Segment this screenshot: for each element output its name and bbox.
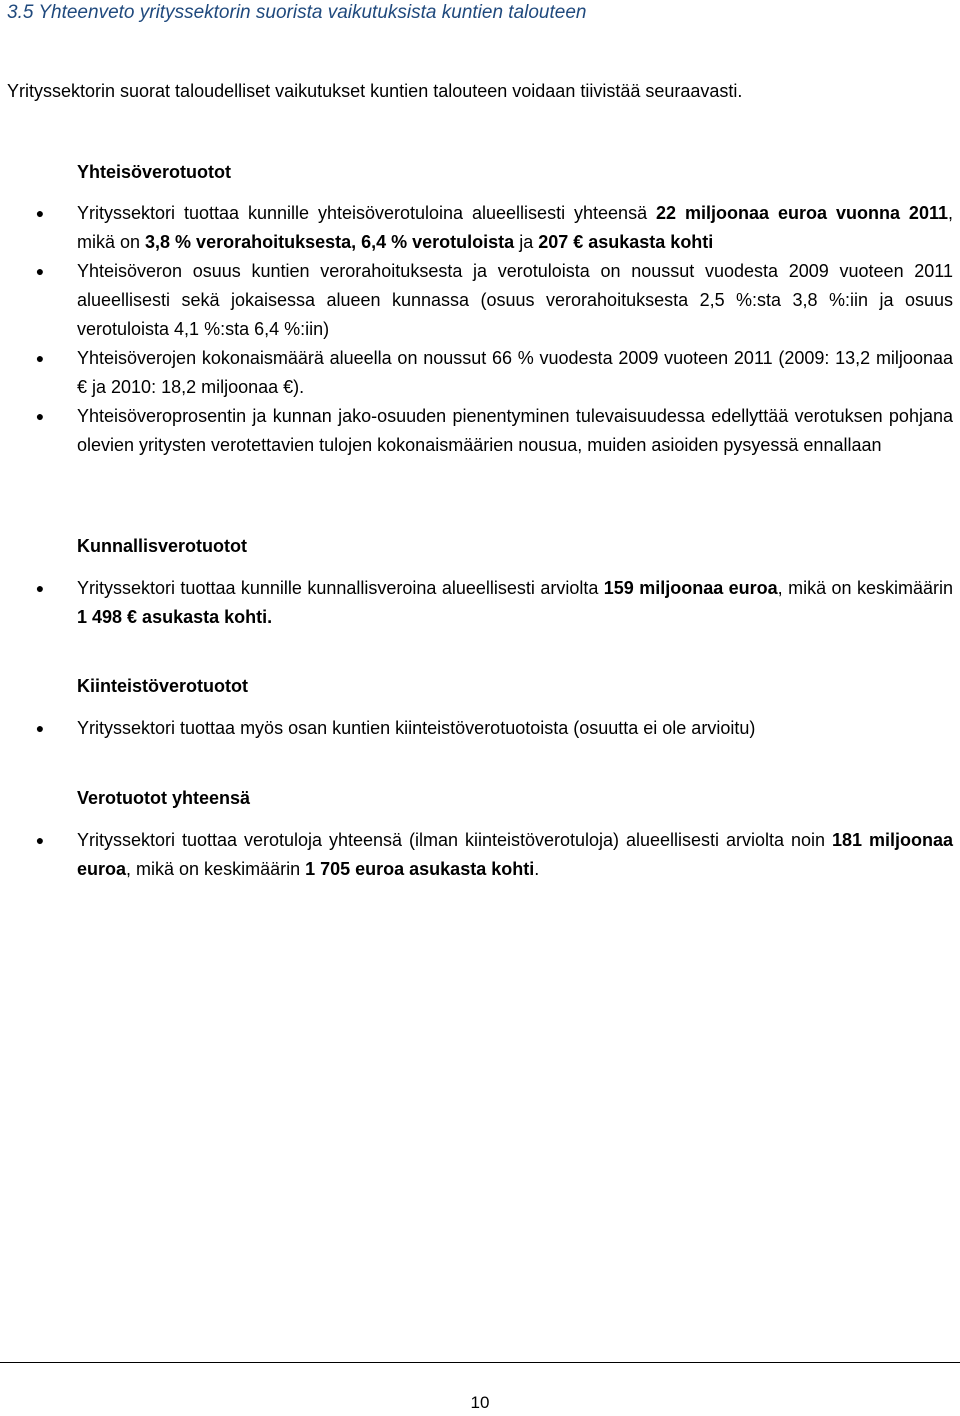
list-item <box>35 574 953 632</box>
list-item <box>35 826 953 884</box>
text-run: . <box>534 859 540 879</box>
bold-run: 1 705 euroa asukasta kohti <box>305 859 535 879</box>
list-item <box>35 344 953 402</box>
list-item <box>35 714 953 743</box>
bullet-icon: ● <box>35 205 45 221</box>
intro-paragraph: Yrityssektorin suorat taloudelliset vaikutukset kuntien talouteen voidaan tiivistää seuraavasti. <box>7 81 743 101</box>
bullet-icon: ● <box>35 580 45 596</box>
list-verotuotot-yhteensa <box>35 826 953 884</box>
heading-verotuotot-yhteensa: Verotuotot yhteensä <box>77 788 251 808</box>
bold-run: 1 498 € asukasta kohti. <box>77 607 273 627</box>
list-item <box>35 199 953 257</box>
text-run: Yrityssektori tuottaa kunnille kunnallisveroina alueellisesti arviolta <box>77 578 604 598</box>
bold-run: 207 € asukasta kohti <box>538 232 714 252</box>
bold-run: 181 miljoonaa euroa <box>77 830 953 879</box>
heading-yhteisoverotuotot: Yhteisöverotuotot <box>77 162 232 182</box>
text-run: , mikä on keskimäärin <box>126 859 306 879</box>
list-yhteisoverotuotot <box>35 199 953 460</box>
text-run: , mikä on <box>77 203 953 252</box>
text-run: Yhteisöveron osuus kuntien verorahoituksesta ja verotuloista on noussut vuodesta 2009 vuoteen 2011 alueellisesti sekä jokaisessa alueen kunnassa (osuus verorahoituksesta 2,5 %:sta 3,8 %:iin ja osuus verotuloista 4,1 %:sta 6,4 %:iin) <box>77 261 953 339</box>
text-run: , mikä on keskimäärin <box>777 578 953 598</box>
bullet-icon: ● <box>35 350 45 366</box>
list-item <box>35 257 953 344</box>
text-run: Yhteisöverojen kokonaismäärä alueella on noussut 66 % vuodesta 2009 vuoteen 2011 (2009: 13,2 miljoonaa € ja 2010: 18,2 miljoonaa €). <box>77 348 953 397</box>
list-kunnallisverotuotot <box>35 574 953 632</box>
list-item <box>35 402 953 460</box>
page-number: 10 <box>470 1393 490 1412</box>
list-kiinteistoverotuotot <box>35 714 953 743</box>
bold-run: 159 miljoonaa euroa <box>603 578 778 598</box>
text-run: Yrityssektori tuottaa myös osan kuntien kiinteistöverotuotoista (osuutta ei ole arvioitu) <box>77 718 756 738</box>
footer-divider <box>0 1362 960 1363</box>
bullet-icon: ● <box>35 408 45 424</box>
text-run: Yrityssektori tuottaa verotuloja yhteensä (ilman kiinteistöverotuloja) alueellisesti arviolta noin <box>77 830 832 850</box>
bullet-icon: ● <box>35 832 45 848</box>
bullet-icon: ● <box>35 263 45 279</box>
bullet-icon: ● <box>35 720 45 736</box>
bold-run: 22 miljoonaa euroa vuonna 2011 <box>656 203 948 223</box>
bold-run: 3,8 % verorahoituksesta, 6,4 % verotuloista <box>145 232 515 252</box>
text-run: ja <box>514 232 539 252</box>
text-run: Yhteisöveroprosentin ja kunnan jako-osuuden pienentyminen tulevaisuudessa edellyttää verotuksen pohjana olevien yritysten verotettavien tulojen kokonaismäärien nousua, muiden asioiden pysyessä ennallaan <box>77 406 953 455</box>
section-title: 3.5 Yhteenveto yrityssektorin suorista vaikutuksista kuntien talouteen <box>7 2 587 23</box>
text-run: Yrityssektori tuottaa kunnille yhteisöverotuloina alueellisesti yhteensä <box>77 203 657 223</box>
heading-kunnallisverotuotot: Kunnallisverotuotot <box>77 536 247 556</box>
heading-kiinteistoverotuotot: Kiinteistöverotuotot <box>77 676 248 696</box>
